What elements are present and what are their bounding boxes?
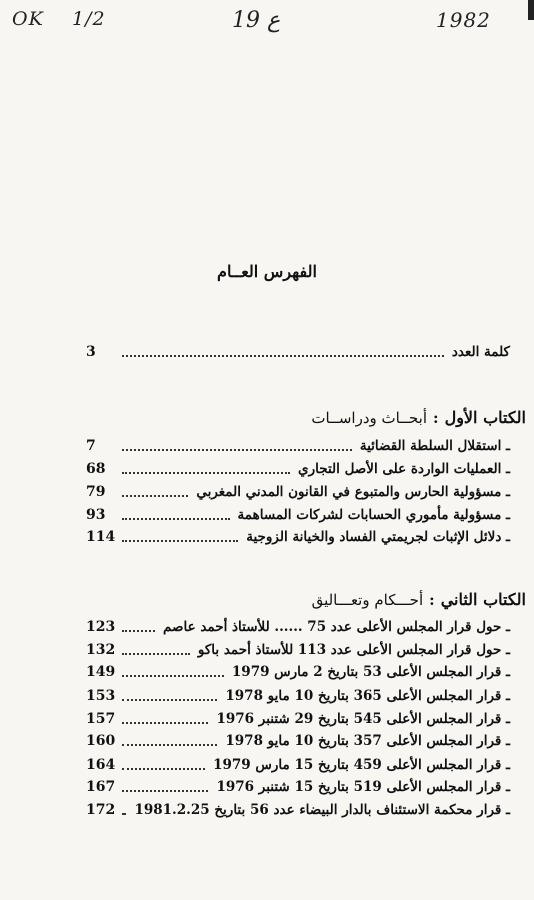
section-subtitle: أحـــكام وتعـــاليق (311, 591, 424, 609)
toc-entry (86, 686, 510, 706)
toc-entry-page: 160 (86, 733, 116, 749)
toc-entry-page: 93 (86, 507, 106, 523)
dot-leader (122, 768, 205, 770)
toc-entry-label: ـ العمليات الواردة على الأصل التجاري (298, 461, 510, 477)
dot-leader (122, 722, 208, 724)
toc-entry (86, 436, 510, 456)
toc-entry-label: ـ قرار المجلس الأعلى 357 بتاريخ 10 مايو 1978 (225, 733, 510, 749)
section-subtitle: أبحــاث ودراســات (311, 409, 428, 427)
dot-leader (122, 355, 444, 357)
toc-entry-page: 153 (86, 688, 116, 704)
dot-leader (122, 675, 224, 677)
toc-entry-label: ـ قرار محكمة الاستئناف بالدار البيضاء عدد 56 بتاريخ 1981.2.25 (134, 802, 510, 818)
toc-entry-label: ـ حول قرار المجلس الأعلى عدد 113 للأستاذ أحمد باكو (197, 642, 510, 658)
section-colon: : (433, 409, 439, 427)
toc-entry-label: ـ مسؤولية مأموري الحسابات لشركات المساهمة (237, 507, 510, 523)
toc-entry-page: 123 (86, 619, 116, 635)
toc-entry-page: 114 (86, 529, 116, 545)
dot-leader (122, 495, 188, 497)
toc-entry-page: 164 (86, 757, 116, 773)
toc-entry (86, 731, 510, 751)
toc-entry-page: 79 (86, 484, 106, 500)
dot-leader (122, 630, 155, 632)
dot-leader (122, 790, 208, 792)
toc-entry (86, 459, 510, 479)
toc-entry-page: 172 (86, 802, 116, 818)
toc-entry-label: ـ قرار المجلس الأعلى 53 بتاريخ 2 مارس 1979 (231, 664, 510, 680)
toc-entry (86, 482, 510, 502)
toc-entry-page: 157 (86, 711, 116, 727)
toc-entry-label: ـ قرار المجلس الأعلى 545 بتاريخ 29 شتنبر 1976 (216, 711, 510, 727)
toc-entry (86, 640, 510, 660)
dot-leader (122, 744, 217, 746)
toc-entry-label: ـ قرار المجلس الأعلى 519 بتاريخ 15 شتنبر 1976 (216, 779, 510, 795)
toc-entry (86, 617, 510, 637)
section-name: الكتاب الثاني (440, 590, 526, 609)
toc-entry-label: ـ قرار المجلس الأعلى 365 بتاريخ 10 مايو 1978 (225, 688, 510, 704)
handwritten-note-year: 1982 (436, 8, 491, 32)
dot-leader (122, 540, 238, 542)
page-title: الفهرس العــام (217, 262, 317, 281)
section-name: الكتاب الأول (444, 408, 526, 427)
toc-entry (86, 709, 510, 729)
dot-leader (122, 449, 352, 451)
handwritten-note-ok: OK (12, 8, 44, 30)
toc-entry (86, 527, 510, 547)
dot-leader (122, 699, 217, 701)
toc-entry-label: ـ دلائل الإثبات لجريمتي الفساد والخيانة الزوجية (246, 529, 510, 545)
toc-entry-page: 149 (86, 664, 116, 680)
dot-leader (122, 518, 230, 520)
toc-entry-page: 68 (86, 461, 106, 477)
toc-entry-intro (86, 342, 510, 362)
section-colon: : (429, 591, 435, 609)
toc-entry (86, 800, 510, 820)
dot-leader (122, 472, 290, 474)
toc-entry (86, 505, 510, 525)
toc-entry (86, 662, 510, 682)
toc-entry-page: 167 (86, 779, 116, 795)
section-heading-book1 (311, 408, 526, 427)
dot-leader (122, 813, 126, 815)
toc-entry-page: 3 (86, 344, 96, 360)
toc-entry-page: 132 (86, 642, 116, 658)
toc-entry-label: ـ مسؤولية الحارس والمتبوع في القانون المدني المغربي (196, 484, 510, 500)
toc-entry-label: ـ حول قرار المجلس الأعلى عدد 75 ...... للأستاذ أحمد عاصم (163, 619, 510, 635)
dot-leader (122, 653, 190, 655)
section-heading-book2 (312, 590, 526, 609)
toc-entry-page: 7 (86, 438, 96, 454)
toc-entry-label: كلمة العدد (451, 344, 510, 360)
toc-entry (86, 777, 510, 797)
toc-entry-label: ـ استقلال السلطة القضائية (359, 438, 510, 454)
scan-edge-mark (528, 0, 534, 20)
toc-entry (86, 755, 510, 775)
handwritten-note-fraction: 1/2 (72, 8, 106, 30)
handwritten-note-issue: 19 ع (232, 8, 281, 33)
toc-entry-label: ـ قرار المجلس الأعلى 459 بتاريخ 15 مارس 1979 (213, 757, 510, 773)
